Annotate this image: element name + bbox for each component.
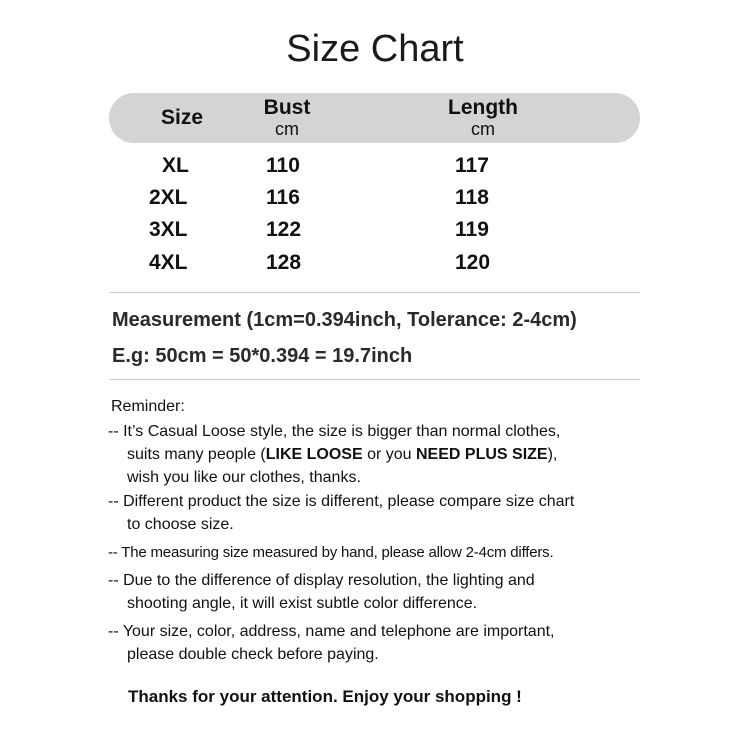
bust-cell: 122 (266, 218, 302, 241)
size-header: Size (160, 106, 204, 129)
size-cell: 3XL (149, 218, 188, 241)
reminder-section (108, 395, 648, 666)
bust-unit: cm (275, 119, 299, 139)
length-cell: 120 (455, 251, 491, 274)
reminder-heading: Reminder: (111, 398, 185, 415)
length-cell: 117 (455, 154, 489, 177)
reminder-note: -- Due to the difference of display resolution, the lighting and shooting angle, it will exist subtle color difference. (108, 572, 535, 612)
divider (110, 379, 640, 380)
bust-header (247, 97, 327, 139)
size-cell: XL (162, 154, 189, 177)
length-label: Length (448, 96, 518, 119)
reminder-note: -- Your size, color, address, name and telephone are important, please double check before paying. (108, 623, 555, 663)
reminder-note: -- It’s Casual Loose style, the size is bigger than normal clothes, suits many people (LIKE LOOSE or you NEED PLUS SIZE), wish you like our clothes, thanks. (108, 423, 561, 486)
bust-cell: 128 (266, 251, 302, 274)
bust-cell: 110 (266, 154, 300, 177)
bust-label: Bust (263, 96, 311, 119)
measurement-note: Measurement (1cm=0.394inch, Tolerance: 2-4cm) (112, 309, 577, 331)
length-cell: 118 (455, 186, 489, 209)
conversion-example: E.g: 50cm = 50*0.394 = 19.7inch (112, 345, 413, 367)
length-header (423, 97, 543, 139)
thanks-message: Thanks for your attention. Enjoy your shopping ! (128, 687, 522, 706)
reminder-note: -- The measuring size measured by hand, please allow 2-4cm differs. (108, 544, 554, 561)
emphasis-like-loose: LIKE LOOSE (265, 446, 363, 463)
size-cell: 2XL (149, 186, 188, 209)
length-unit: cm (471, 119, 495, 139)
emphasis-plus-size: NEED PLUS SIZE (416, 446, 548, 463)
length-cell: 119 (455, 218, 489, 241)
size-cell: 4XL (149, 251, 188, 274)
page-title: Size Chart (286, 28, 464, 70)
divider (110, 292, 640, 293)
reminder-note: -- Different product the size is different, please compare size chart to choose size. (108, 493, 575, 533)
bust-cell: 116 (266, 186, 300, 209)
